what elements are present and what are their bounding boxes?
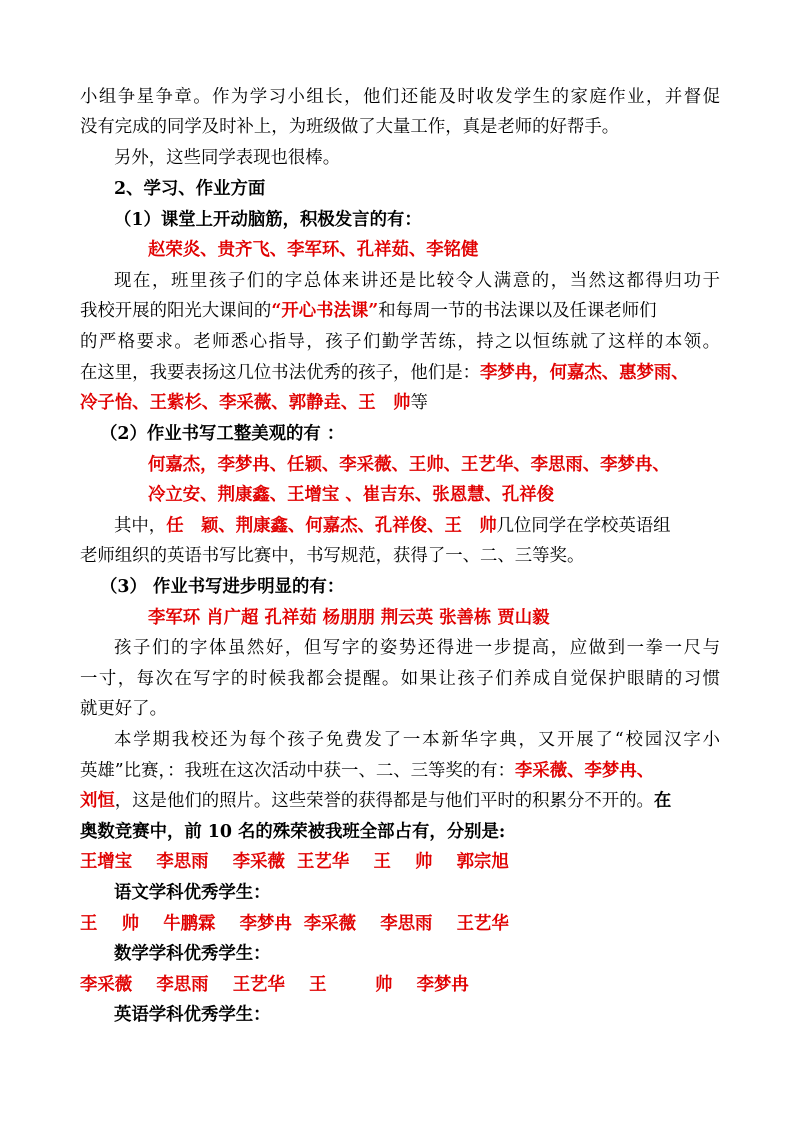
student-names: 李梦冉，何嘉杰、惠梦雨、 bbox=[480, 363, 689, 383]
paragraph-line: 另外，这些同学表现也很棒。 bbox=[114, 148, 341, 168]
paragraph-line bbox=[80, 392, 720, 414]
student-names: 何嘉杰，李梦冉、任颖、李采薇、王帅、王艺华、李思雨、李梦冉、 bbox=[148, 455, 670, 475]
text-run: 在 bbox=[653, 791, 672, 811]
student-names: 冷立安、荆康鑫、王增宝 、崔吉东、张恩慧、孔祥俊 bbox=[148, 485, 555, 505]
section-heading: 2、学习、作业方面 bbox=[114, 179, 266, 199]
paragraph-line bbox=[80, 790, 720, 812]
paragraph-line: 现在，班里孩子们的字总体来讲还是比较令人满意的，当然这都得归功于 bbox=[114, 271, 720, 291]
subsection-heading: 英语学科优秀学生： bbox=[114, 1005, 271, 1025]
paragraph-line: 就更好了。 bbox=[80, 699, 167, 719]
paragraph-line: 没有完成的同学及时补上，为班级做了大量工作，真是老师的好帮手。 bbox=[80, 117, 620, 137]
text-run: 英雄”比赛，：我班在这次活动中获一、二、三等奖的有： bbox=[80, 761, 515, 781]
student-names: 赵荣炎、贵齐飞、李军环、孔祥茹、李铭健 bbox=[148, 240, 479, 260]
subsection-heading: 数学学科优秀学生： bbox=[114, 944, 271, 964]
paragraph-line: 小组争星争章。作为学习小组长，他们还能及时收发学生的家庭作业，并督促 bbox=[80, 87, 720, 107]
paragraph-line: 奥数竞赛中，前 10 名的殊荣被我班全部占有，分别是: bbox=[80, 822, 506, 842]
paragraph-line: 一寸，每次在写字的时候我都会提醒。如果让孩子们养成自觉保护眼睛的习惯 bbox=[80, 669, 720, 689]
subsection-heading: 语文学科优秀学生： bbox=[114, 883, 271, 903]
student-names: 王增宝 李思雨 李采薇 王艺华 王 帅 郭宗旭 bbox=[80, 852, 509, 872]
subsection-heading: （1）课堂上开动脑筋，积极发言的有： bbox=[114, 210, 422, 230]
text-run: 和每周一节的书法课以及任课老师们 bbox=[378, 301, 657, 321]
student-names: 李军环 肖广超 孔祥茹 杨朋朋 荆云英 张善栋 贾山毅 bbox=[148, 608, 550, 628]
text-run: 我校开展的阳光大课间的 bbox=[80, 301, 272, 321]
student-names: 李采薇 李思雨 王艺华 王 帅 李梦冉 bbox=[80, 975, 469, 995]
paragraph-line: 本学期我校还为每个孩子免费发了一本新华字典，又开展了“校园汉字小 bbox=[114, 730, 720, 750]
paragraph-line: 老师组织的英语书写比赛中，书写规范，获得了一、二、三等奖。 bbox=[80, 546, 585, 566]
student-names: 王 帅 牛鹏霖 李梦冉 李采薇 李思雨 王艺华 bbox=[80, 914, 509, 934]
subsection-heading: （3） 作业书写进步明显的有： bbox=[100, 577, 345, 597]
paragraph-line: 的严格要求。老师悉心指导，孩子们勤学苦练，持之以恒练就了这样的本领。 bbox=[80, 332, 720, 352]
text-run: 其中， bbox=[114, 516, 167, 536]
student-names: 刘恒 bbox=[80, 791, 115, 811]
student-names: 李采薇、李梦冉、 bbox=[514, 761, 655, 781]
paragraph-line bbox=[80, 760, 720, 782]
text-run: 在这里，我要表扬这几位书法优秀的孩子，他们是： bbox=[80, 363, 480, 383]
paragraph-line: 孩子们的字体虽然好，但写字的姿势还得进一步提高，应做到一拳一尺与 bbox=[114, 638, 720, 658]
student-names: 冷子怡、王紫杉、李采薇、郭静垚、王 帅 bbox=[80, 393, 411, 413]
text-run: 等 bbox=[410, 393, 428, 413]
highlight-text: “开心书法课” bbox=[271, 301, 379, 321]
text-run: ，这是他们的照片。这些荣誉的获得都是与他们平时的积累分不开的。 bbox=[114, 791, 654, 811]
paragraph-line bbox=[80, 362, 720, 384]
paragraph-line bbox=[114, 515, 720, 537]
student-names: 任 颖、荆康鑫、何嘉杰、孔祥俊、王 帅 bbox=[166, 516, 497, 536]
paragraph-line bbox=[80, 300, 720, 322]
subsection-heading: （2）作业书写工整美观的有 ： bbox=[100, 424, 345, 444]
text-run: 几位同学在学校英语组 bbox=[496, 516, 671, 536]
